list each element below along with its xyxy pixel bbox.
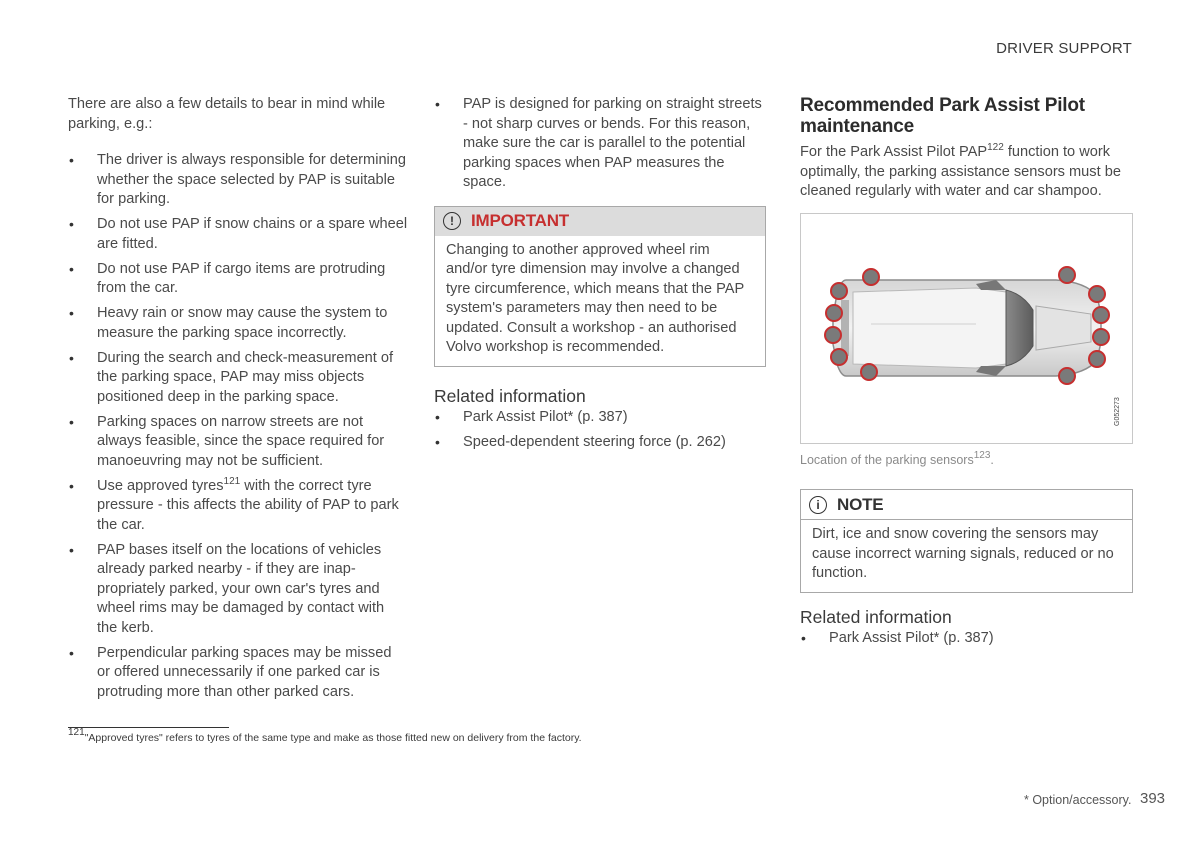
- caution-list: [68, 151, 408, 702]
- related-links: [434, 408, 766, 452]
- sensor-figure: [800, 213, 1133, 444]
- footnote-divider: [68, 727, 229, 728]
- tyres-text-end: with the correct tyre pressure - this affects the ability of PAP to park the car.: [97, 477, 399, 533]
- related-info-heading: Related information: [434, 385, 586, 406]
- note-text: Dirt, ice and snow covering the sensors may cause incorrect warning signals, reduced or no function.: [812, 526, 1114, 581]
- footnote-text: "Approved tyres" refers to tyres of the same type and make as those fitted new on delivery from the factory.: [84, 732, 582, 744]
- note-title: NOTE: [837, 494, 884, 514]
- list-item: • Perpendicular parking spaces may be missed or offered unnecessarily if one parked car is protruding more than other parked cars.: [68, 644, 408, 703]
- related-link[interactable]: • Park Assist Pilot* (p. 387): [800, 629, 1133, 649]
- exclamation-icon: !: [443, 212, 461, 230]
- note-box: [800, 489, 1133, 593]
- maintenance-text-start: For the Park Assist Pilot PAP: [800, 144, 988, 160]
- footnote-ref-121[interactable]: 121: [223, 475, 241, 487]
- related-link[interactable]: • Park Assist Pilot* (p. 387): [434, 408, 766, 428]
- related-links: [800, 629, 1133, 649]
- important-text: Changing to another approved wheel rim and/or tyre dimension may involve a changed tyre circumference, which means that the PAP system's parameters may then need to be updated. Consult a workshop - an authorised Volvo workshop is recommended.: [446, 241, 744, 355]
- important-header: [435, 207, 765, 236]
- option-accessory-note: * Option/accessory.: [1024, 793, 1132, 807]
- car-body: [833, 280, 1101, 376]
- intro-paragraph: There are also a few details to bear in mind while parking, e.g.:: [68, 96, 386, 132]
- related-info-heading: Related information: [800, 606, 952, 627]
- straight-street-list: [434, 95, 766, 193]
- important-box: [434, 206, 766, 367]
- list-item: • During the search and check-measurement of the parking space, PAP may miss objects positioned deep in the parking space.: [68, 349, 408, 408]
- column-middle: [434, 95, 766, 457]
- maintenance-heading: Recommended Park Assist Pilot maintenance: [800, 95, 1085, 137]
- car-top-view-illustration: [801, 214, 1132, 443]
- column-left: [68, 95, 408, 708]
- list-item: • PAP bases itself on the locations of vehicles already parked nearby - if they are inappropriately parked, your own car's tyres and wheel rims may be damaged by contact with the kerb.: [68, 541, 408, 639]
- footnote-ref-122[interactable]: 122: [987, 142, 1004, 153]
- caption-end: .: [990, 452, 994, 467]
- related-link[interactable]: • Speed-dependent steering force (p. 262): [434, 433, 766, 453]
- footnote-ref-123[interactable]: 123: [973, 449, 991, 461]
- footnote: [68, 727, 582, 744]
- figure-caption: [800, 451, 1133, 471]
- important-title: IMPORTANT: [471, 211, 569, 231]
- list-item: • PAP is designed for parking on straight streets - not sharp curves or bends. For this reason, make sure the car is parallel to the potential parking spaces when PAP measures the space.: [434, 95, 766, 193]
- info-icon: i: [809, 496, 827, 514]
- page-number: 393: [1140, 790, 1166, 807]
- maintenance-paragraph: [800, 143, 1133, 202]
- maintenance-text-end: function to work optimally, the parking assistance sensors must be cleaned regularly with water and car shampoo.: [800, 144, 1121, 199]
- column-right: [800, 95, 1133, 649]
- footnote-number: 121: [68, 727, 85, 738]
- section-title: DRIVER SUPPORT: [996, 40, 1132, 57]
- caption-text: Location of the parking sensors: [800, 452, 974, 467]
- tyres-text-start: Use approved tyres: [97, 477, 224, 494]
- list-item: • Do not use PAP if snow chains or a spare wheel are fitted.: [68, 215, 408, 254]
- list-item: • Do not use PAP if cargo items are protruding from the car.: [68, 260, 408, 299]
- list-item-tyres: [68, 477, 408, 536]
- figure-code: G052273: [1114, 396, 1121, 426]
- list-item: • Parking spaces on narrow streets are not always feasible, since the space required for manoeuvring may not be sufficient.: [68, 413, 408, 472]
- note-header: [801, 490, 1132, 519]
- list-item: • The driver is always responsible for determining whether the space selected by PAP is suitable for parking.: [68, 151, 408, 210]
- list-item: • Heavy rain or snow may cause the system to measure the parking space incorrectly.: [68, 304, 408, 343]
